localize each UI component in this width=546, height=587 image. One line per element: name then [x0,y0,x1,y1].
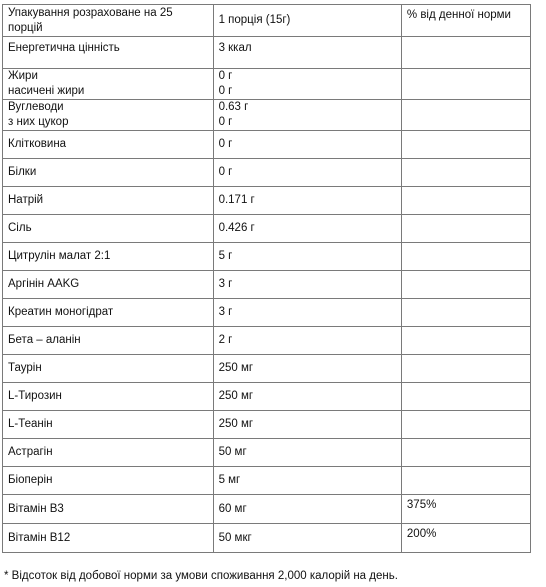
nutrient-amount: 0 г [218,85,233,97]
table-row [3,100,531,131]
table-row [3,37,531,69]
nutrient-amount-cell [213,100,401,131]
nutrient-amount-cell [213,355,401,383]
nutrient-amount: 0 г [218,166,233,178]
daily-value-cell [401,299,530,327]
nutrient-amount-cell [213,411,401,439]
nutrient-name-cell [3,299,214,327]
table-header-row [3,5,531,37]
nutrient-name-cell [3,215,214,243]
daily-value-cell [401,327,530,355]
nutrient-amount: 250 мг [218,418,254,430]
nutrient-name-cell [3,327,214,355]
table-row [3,187,531,215]
table-row [3,327,531,355]
nutrient-name-cell [3,69,214,100]
nutrient-name: Натрій [8,194,44,206]
nutrient-name: Клітковина [8,138,67,150]
nutrient-name: L-Тирозин [8,390,62,402]
daily-value-cell [401,271,530,299]
nutrient-amount-cell [213,131,401,159]
daily-value-cell [401,355,530,383]
nutrient-amount-cell [213,187,401,215]
nutrient-amount-cell [213,439,401,467]
nutrient-name: Білки [8,166,37,178]
nutrient-amount-cell [213,467,401,495]
nutrient-amount: 60 мг [218,502,247,515]
daily-value-cell [401,467,530,495]
nutrient-name: Аргінін AAKG [8,278,80,290]
table-row [3,467,531,495]
nutrient-name-cell [3,159,214,187]
header-daily-value-cell [401,5,530,37]
nutrition-table-body [3,5,531,553]
header-portion-cell [213,5,401,37]
nutrient-amount: 0 г [218,138,233,150]
nutrient-name: Вітамін B12 [8,531,71,544]
table-row [3,411,531,439]
nutrient-amount-cell [213,524,401,553]
nutrient-amount: 0.63 г [218,101,249,113]
nutrient-name: Таурін [8,362,42,374]
nutrition-table [2,4,531,553]
header-daily-value-text: % від денної норми [406,9,511,21]
nutrient-name-cell [3,100,214,131]
daily-value-cell [401,215,530,243]
header-servings-line: порцій [8,22,43,34]
daily-value-cell [401,524,530,553]
header-servings-cell [3,5,214,37]
nutrient-name-cell [3,439,214,467]
nutrient-amount: 0.171 г [218,194,255,206]
nutrient-amount-cell [213,327,401,355]
header-servings-line: Упакування розраховане на 25 [8,7,173,19]
table-row [3,215,531,243]
nutrient-amount: 0 г [218,70,233,82]
nutrient-amount-cell [213,159,401,187]
nutrient-name-cell [3,383,214,411]
nutrient-amount: 50 мг [218,446,247,458]
nutrient-name-cell [3,524,214,553]
nutrient-amount: 3 ккал [218,42,252,54]
table-row [3,243,531,271]
nutrient-name: Астрагін [8,446,53,458]
daily-value-cell [401,495,530,524]
daily-value-cell [401,411,530,439]
nutrient-name-cell [3,271,214,299]
nutrient-amount: 50 мкг [218,531,252,544]
nutrient-amount: 3 г [218,306,233,318]
table-row [3,524,531,553]
nutrient-name-cell [3,411,214,439]
nutrient-amount: 250 мг [218,362,254,374]
table-row [3,271,531,299]
nutrient-name-cell [3,467,214,495]
nutrient-name: L-Теанін [8,418,53,430]
nutrient-amount-cell [213,271,401,299]
nutrient-name: Вуглеводи [8,101,64,113]
nutrient-name: насичені жири [8,85,85,97]
table-row [3,495,531,524]
daily-value-cell [401,37,530,69]
nutrient-name: Енергетична цінність [8,42,120,54]
nutrient-name-cell [3,495,214,524]
daily-value-cell [401,100,530,131]
nutrient-amount: 2 г [218,334,233,346]
daily-value-cell [401,243,530,271]
table-row [3,69,531,100]
nutrient-name-cell [3,37,214,69]
nutrient-amount: 0.426 г [218,222,255,234]
table-row [3,159,531,187]
nutrient-amount: 0 г [218,116,233,128]
nutrient-amount: 5 мг [218,474,241,486]
daily-value-percent: 200% [406,528,437,540]
nutrient-amount-cell [213,37,401,69]
daily-value-cell [401,159,530,187]
daily-value-cell [401,131,530,159]
table-row [3,383,531,411]
nutrient-amount-cell [213,243,401,271]
daily-value-cell [401,69,530,100]
table-row [3,131,531,159]
nutrient-name-cell [3,243,214,271]
daily-value-cell [401,383,530,411]
nutrient-amount-cell [213,495,401,524]
daily-value-percent: 375% [406,499,437,511]
nutrient-name: Біоперін [8,474,53,486]
nutrient-name: Вітамін B3 [8,502,64,515]
nutrient-name: з них цукор [8,116,69,128]
nutrient-amount-cell [213,69,401,100]
daily-value-cell [401,187,530,215]
table-row [3,355,531,383]
nutrient-amount: 3 г [218,278,233,290]
nutrient-name-cell [3,187,214,215]
footnote: * Відсоток від добової норми за умови споживання 2,000 калорій на день. [4,570,398,582]
nutrient-amount: 250 мг [218,390,254,402]
table-row [3,299,531,327]
nutrient-name: Сіль [8,222,32,234]
nutrient-name: Жири [8,70,38,82]
nutrient-name: Креатин моногідрат [8,306,114,318]
table-row [3,439,531,467]
nutrient-amount-cell [213,383,401,411]
daily-value-cell [401,439,530,467]
nutrient-name-cell [3,131,214,159]
header-portion-text: 1 порція (15г) [218,14,291,26]
nutrient-amount-cell [213,299,401,327]
nutrient-amount-cell [213,215,401,243]
nutrient-amount: 5 г [218,250,233,262]
nutrient-name-cell [3,355,214,383]
nutrient-name: Бета – аланін [8,334,81,346]
nutrient-name: Цитрулін малат 2:1 [8,250,111,262]
